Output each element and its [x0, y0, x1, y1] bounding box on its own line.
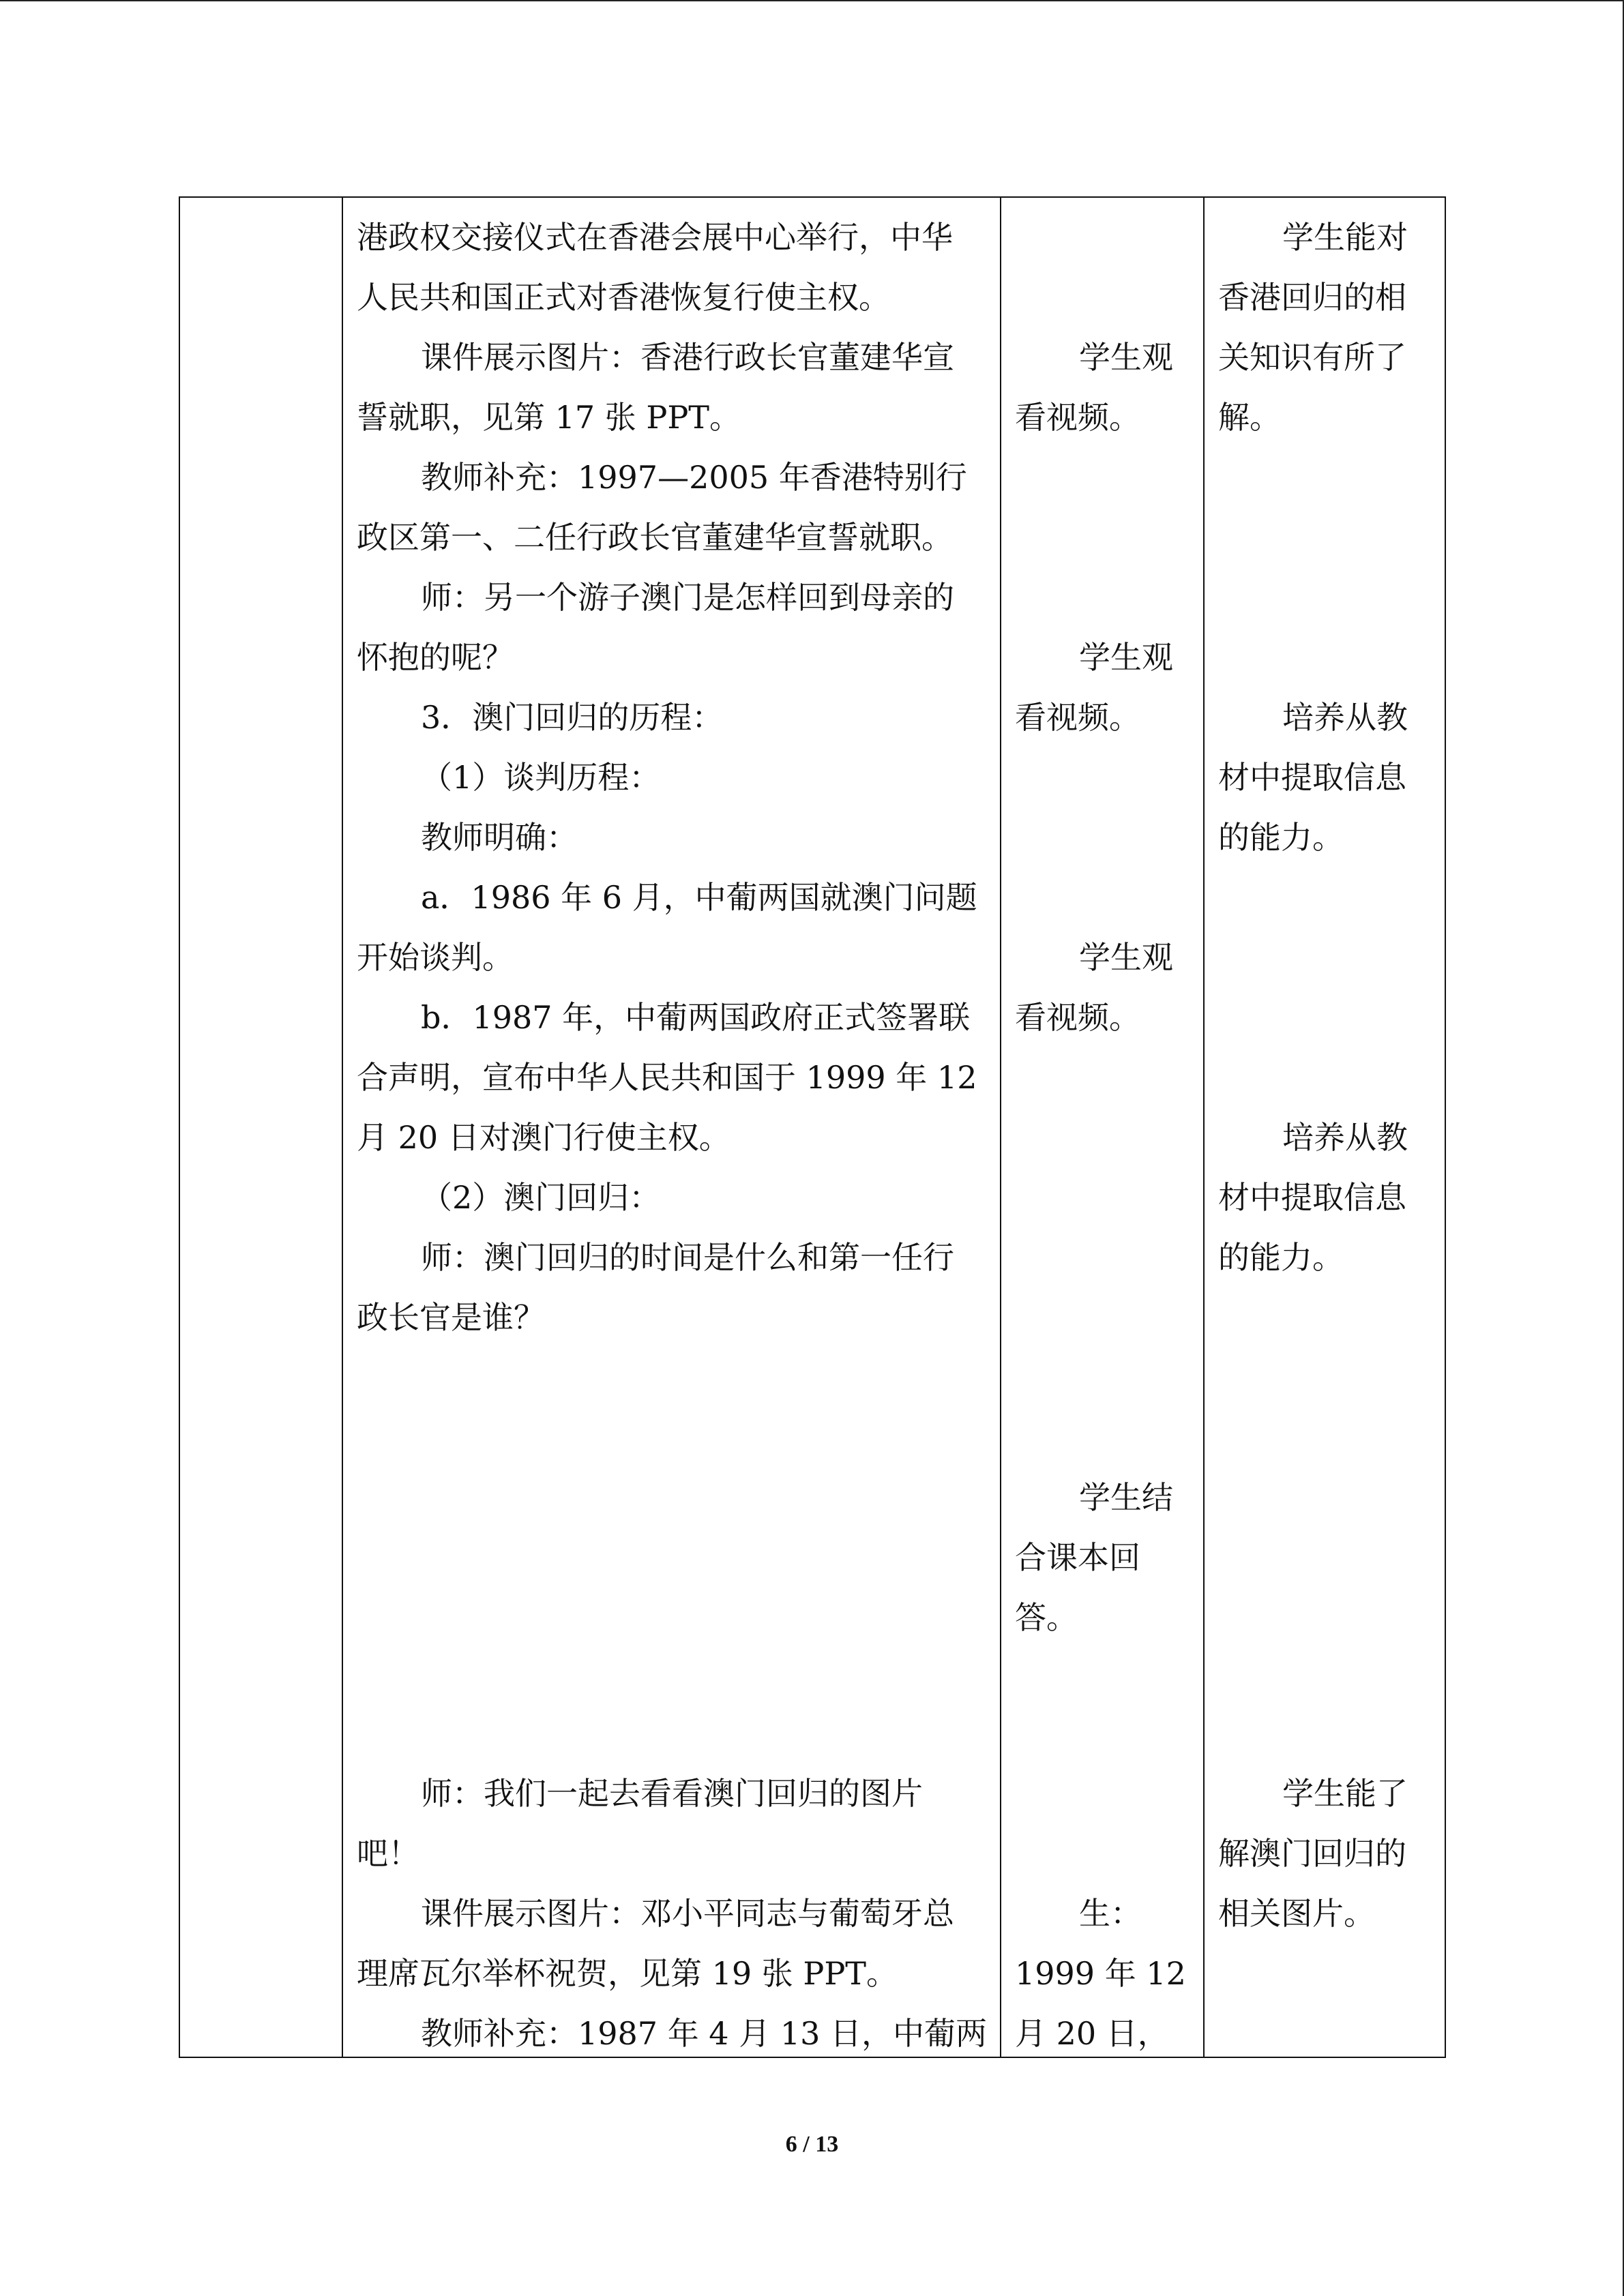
text-line: 看视频。: [1015, 999, 1140, 1036]
text-line: 培养从教: [1282, 699, 1408, 736]
text-line: 关知识有所了: [1218, 339, 1406, 376]
text-line: 解。: [1218, 399, 1281, 436]
text-line: 香港回归的相: [1218, 279, 1406, 316]
text-line: 政区第一、二任行政长官董建华宣誓就职。: [357, 519, 953, 556]
text-line: 1999 年 12: [1015, 1955, 1186, 1992]
text-line: 相关图片。: [1218, 1895, 1375, 1932]
text-line: 师：澳门回归的时间是什么和第一任行: [421, 1239, 954, 1276]
text-line: 教师明确：: [421, 819, 578, 856]
text-line: 教师补充：1987 年 4 月 13 日，中葡两: [421, 2015, 987, 2052]
text-line: 人民共和国正式对香港恢复行使主权。: [357, 279, 890, 316]
text-line: 怀抱的呢？: [357, 639, 514, 676]
text-line: 的能力。: [1218, 1239, 1344, 1276]
text-line: b．1987 年，中葡两国政府正式签署联: [421, 999, 971, 1036]
text-line: a．1986 年 6 月，中葡两国就澳门问题: [421, 879, 977, 916]
text-line: 合课本回: [1015, 1539, 1140, 1576]
text-line: 学生观: [1079, 939, 1173, 976]
text-line: 学生观: [1079, 339, 1173, 376]
text-line: 学生能对: [1282, 219, 1408, 256]
teacher-activity-column: [343, 198, 1000, 2057]
text-line: 学生结: [1079, 1479, 1173, 1516]
text-line: 吧！: [357, 1835, 419, 1872]
text-line: 政长官是谁？: [357, 1299, 545, 1336]
text-line: 材中提取信息: [1218, 1179, 1406, 1216]
text-line: 课件展示图片：邓小平同志与葡萄牙总: [421, 1895, 954, 1932]
page-number: 6 / 13: [785, 2132, 839, 2157]
text-line: 课件展示图片：香港行政长官董建华宣: [421, 339, 954, 376]
text-line: 理席瓦尔举杯祝贺，见第 19 张 PPT。: [357, 1955, 898, 1992]
lesson-plan-table: [179, 196, 1446, 2058]
text-line: 生：: [1079, 1895, 1142, 1932]
text-line: 看视频。: [1015, 399, 1140, 436]
text-line: 的能力。: [1218, 819, 1344, 856]
text-line: 学生观: [1079, 639, 1173, 676]
text-line: 月 20 日，: [1015, 2015, 1169, 2052]
text-line: 教师补充：1997—2005 年香港特别行: [421, 459, 967, 496]
text-line: 解澳门回归的: [1218, 1835, 1406, 1872]
text-line: 材中提取信息: [1218, 759, 1406, 796]
text-line: 3．澳门回归的历程：: [421, 699, 724, 736]
student-activity-column: [1001, 198, 1203, 2057]
design-intent-column: [1205, 198, 1446, 2057]
text-line: 答。: [1015, 1599, 1078, 1636]
text-line: 誓就职，见第 17 张 PPT。: [357, 399, 741, 436]
text-line: （2）澳门回归：: [421, 1179, 661, 1216]
text-line: 合声明，宣布中华人民共和国于 1999 年 12: [357, 1059, 977, 1096]
text-line: 师：我们一起去看看澳门回归的图片: [421, 1775, 923, 1812]
text-line: 学生能了: [1282, 1775, 1408, 1812]
text-line: 开始谈判。: [357, 939, 514, 976]
text-line: 看视频。: [1015, 699, 1140, 736]
text-line: 培养从教: [1282, 1119, 1408, 1156]
text-line: 港政权交接仪式在香港会展中心举行，中华: [357, 219, 953, 256]
top-border: [0, 0, 1624, 1]
text-line: 师：另一个游子澳门是怎样回到母亲的: [421, 579, 954, 616]
text-line: 月 20 日对澳门行使主权。: [357, 1119, 730, 1156]
text-line: （1）谈判历程：: [421, 759, 661, 796]
